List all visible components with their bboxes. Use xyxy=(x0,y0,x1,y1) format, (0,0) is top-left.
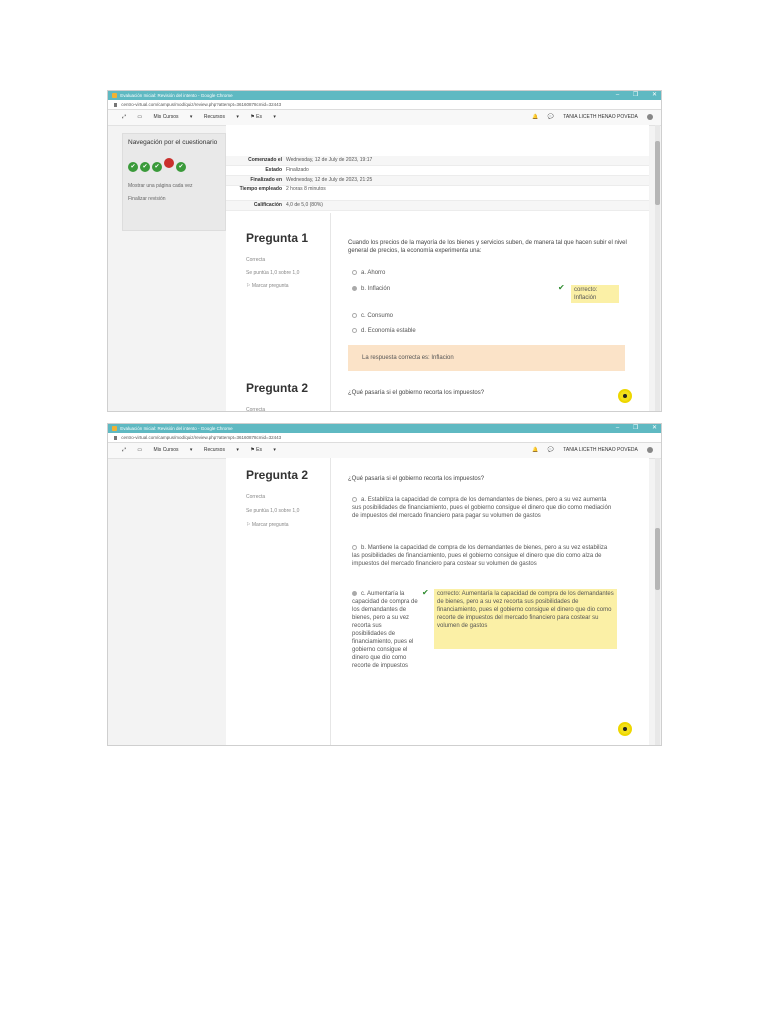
resources-label: Recursos xyxy=(203,114,225,120)
window-icon[interactable]: ▭ xyxy=(137,114,143,120)
option-text: Ahorro xyxy=(367,270,386,276)
expand-icon[interactable]: ⤢ xyxy=(122,114,127,120)
quiz-navigation-block xyxy=(122,133,226,231)
question-1-button[interactable]: ✔ xyxy=(128,162,138,172)
question-1-score: Se puntúa 1,0 sobre 1,0 xyxy=(246,270,300,276)
question-3-button[interactable]: ✔ xyxy=(152,162,162,172)
page-content xyxy=(108,125,661,411)
option-text: Consumo xyxy=(367,313,394,319)
summary-value: Wednesday, 12 de July de 2023, 21:25 xyxy=(286,177,373,183)
question-buttons xyxy=(128,155,220,173)
scrollbar-thumb[interactable] xyxy=(655,141,660,205)
site-navbar xyxy=(108,443,661,459)
language-label: Es xyxy=(256,447,262,453)
info-divider xyxy=(330,213,331,411)
courses-label: Mis Cursos xyxy=(153,114,179,120)
address-bar[interactable] xyxy=(108,100,661,110)
question-1-flag[interactable]: ⚐ Marcar pregunta xyxy=(246,283,289,289)
question-2-status: Correcta xyxy=(246,494,266,500)
question-4-button[interactable] xyxy=(164,158,174,168)
minimize-button[interactable]: – xyxy=(615,425,620,431)
my-courses-menu[interactable]: Mis Cursos ▾ xyxy=(153,447,193,453)
user-menu[interactable]: TANIA LICETH HENAO POVEDA xyxy=(563,447,638,453)
q1-option-d[interactable] xyxy=(352,327,416,335)
finish-review-link[interactable]: Finalizar revisión xyxy=(128,196,166,202)
option-text: Aumentaría la capacidad de compra de los demandantes de bienes, pero a su vez recorta sus posibilidades de financiamiento, pues el gobierno consigue el dinero que dio como recorte de impuestos xyxy=(352,591,418,669)
notifications-icon[interactable]: 🔔 xyxy=(531,447,539,453)
summary-value: 4,0 de 5,0 (80%) xyxy=(286,202,323,208)
title-bar xyxy=(108,424,661,433)
summary-key: Estado xyxy=(265,167,282,173)
question-1-title: Pregunta 1 xyxy=(246,231,309,245)
q1-option-b[interactable] xyxy=(352,285,390,293)
browser-window-2 xyxy=(107,423,662,746)
option-letter: d. xyxy=(361,328,367,334)
site-navbar xyxy=(108,110,661,126)
language-label: Es xyxy=(256,114,262,120)
option-text: Estabiliza la capacidad de compra de los demandantes de bienes, pero a su vez aumenta sus posibilidades de financiamiento, pues el gobierno consigue el dinero que dio como mediación de impuestos del mercado financiero para pagar su volumen de gastos xyxy=(352,497,612,519)
correct-check-icon: ✔ xyxy=(422,588,429,597)
scroll-top-button[interactable] xyxy=(618,722,632,736)
messages-icon[interactable]: 💬 xyxy=(547,114,554,120)
flag-label: Marcar pregunta xyxy=(251,522,289,528)
quiz-nav-heading: Navegación por el cuestionario xyxy=(128,139,218,146)
title-bar xyxy=(108,91,661,100)
attempt-summary-table xyxy=(226,156,649,211)
radio-icon xyxy=(352,545,357,550)
radio-selected-icon xyxy=(352,286,357,291)
option-letter: c. xyxy=(361,591,366,597)
question-2-title: Pregunta 2 xyxy=(246,381,309,395)
avatar[interactable] xyxy=(647,447,653,453)
url-text: centro-virtual.com/campus/mod/quiz/review.php?attempt=36160878cmid=32443 xyxy=(121,435,282,440)
q2-option-c[interactable] xyxy=(352,590,418,745)
maximize-button[interactable]: ❐ xyxy=(632,92,639,98)
close-button[interactable]: ✕ xyxy=(651,92,657,98)
language-menu[interactable]: ⚑ Es ▾ xyxy=(250,447,276,453)
question-2-title: Pregunta 2 xyxy=(246,468,309,482)
window-title: Evaluación Inicial: Revisión del intento - Google Chrome xyxy=(120,93,233,98)
scrollbar[interactable] xyxy=(655,458,660,745)
language-menu[interactable]: ⚑ Es ▾ xyxy=(250,114,276,120)
question-1-text: Cuando los precios de la mayoría de los bienes y servicios suben, de manera tal que hacen subir el nivel general de precios, la economía experimenta una: xyxy=(348,240,627,254)
flag-label: Marcar pregunta xyxy=(251,283,289,289)
my-courses-menu[interactable]: Mis Cursos ▾ xyxy=(153,114,193,120)
summary-row xyxy=(226,201,649,211)
messages-icon[interactable]: 💬 xyxy=(547,447,554,453)
radio-icon xyxy=(352,328,357,333)
page-content xyxy=(108,458,661,745)
option-letter: c. xyxy=(361,313,366,319)
main-region xyxy=(226,458,649,745)
courses-label: Mis Cursos xyxy=(153,447,179,453)
radio-icon xyxy=(352,270,357,275)
window-icon[interactable]: ▭ xyxy=(137,447,143,453)
summary-value: 2 horas 8 minutos xyxy=(286,186,326,192)
expand-icon[interactable]: ⤢ xyxy=(122,447,127,453)
q2-option-b[interactable] xyxy=(352,544,614,568)
option-text: Economía estable xyxy=(367,328,416,334)
resources-menu[interactable]: Recursos ▾ xyxy=(203,114,239,120)
scrollbar-thumb[interactable] xyxy=(655,528,660,590)
scroll-top-button[interactable] xyxy=(618,389,632,403)
q1-correct-answer: La respuesta correcta es: Inflacion xyxy=(348,345,625,371)
radio-selected-icon xyxy=(352,591,357,596)
chrome-icon xyxy=(112,93,117,98)
question-2-text: ¿Qué pasaría si el gobierno recorta los impuestos? xyxy=(348,390,485,396)
lock-icon xyxy=(114,436,117,440)
q1-feedback: correcto: Inflación xyxy=(571,285,619,303)
minimize-button[interactable]: – xyxy=(615,92,620,98)
summary-value: Wednesday, 12 de July de 2023, 19:17 xyxy=(286,157,373,163)
question-2-score: Se puntúa 1,0 sobre 1,0 xyxy=(246,508,300,514)
summary-key: Tiempo empleado xyxy=(239,186,282,192)
summary-row xyxy=(226,166,649,176)
chrome-icon xyxy=(112,426,117,431)
radio-icon xyxy=(352,313,357,318)
info-divider xyxy=(330,458,331,745)
summary-row xyxy=(226,186,649,201)
main-region xyxy=(226,125,649,411)
option-text: Mantiene la capacidad de compra de los demandantes de bienes, pero a su vez estabiliza las posibilidades de financiamiento, pues el gobierno consigue el dinero que dio como alza de impuestos del mercado financiero para costear su volumen de gastos xyxy=(352,545,608,567)
question-2-text: ¿Qué pasaría si el gobierno recorta los impuestos? xyxy=(348,476,485,482)
q1-option-c[interactable] xyxy=(352,312,393,320)
summary-row xyxy=(226,176,649,186)
option-letter: a. xyxy=(361,497,367,503)
avatar[interactable] xyxy=(647,114,653,120)
notifications-icon[interactable]: 🔔 xyxy=(531,114,539,120)
q1-option-a[interactable] xyxy=(352,269,385,277)
lock-icon xyxy=(114,103,117,107)
question-2-flag[interactable]: ⚐ Marcar pregunta xyxy=(246,522,289,528)
window-title: Evaluación Inicial: Revisión del intento - Google Chrome xyxy=(120,426,233,431)
summary-key: Comenzado el xyxy=(248,157,282,163)
close-button[interactable]: ✕ xyxy=(651,425,657,431)
show-one-page-link[interactable]: Mostrar una página cada vez xyxy=(128,183,193,189)
summary-value: Finalizado xyxy=(286,167,309,173)
q2-option-a[interactable] xyxy=(352,496,614,520)
address-bar[interactable] xyxy=(108,433,661,443)
radio-icon xyxy=(352,497,357,502)
scrollbar[interactable] xyxy=(655,125,660,411)
resources-label: Recursos xyxy=(203,447,225,453)
q2-feedback: correcto: Aumentaría la capacidad de compra de los demandantes de bienes, pero a su vez recorta sus posibilidades de financiamiento, pues el gobierno consigue el dinero que dio como recorte de impuestos del mercado financiero para costear su volumen de gastos xyxy=(434,589,617,649)
browser-window-1 xyxy=(107,90,662,412)
url-text: centro-virtual.com/campus/mod/quiz/review.php?attempt=36160878cmid=32443 xyxy=(121,102,282,107)
question-1-status: Correcta xyxy=(246,257,266,263)
option-letter: b. xyxy=(361,286,367,292)
question-2-status: Correcta xyxy=(246,407,266,412)
correct-check-icon: ✔ xyxy=(558,283,565,292)
summary-key: Calificación xyxy=(253,202,282,208)
maximize-button[interactable]: ❐ xyxy=(632,425,639,431)
option-letter: b. xyxy=(361,545,367,551)
summary-key: Finalizado en xyxy=(250,177,282,183)
option-letter: a. xyxy=(361,270,367,276)
user-menu[interactable]: TANIA LICETH HENAO POVEDA xyxy=(563,114,638,120)
summary-row xyxy=(226,156,649,166)
question-5-button[interactable]: ✔ xyxy=(176,162,186,172)
question-2-button[interactable]: ✔ xyxy=(140,162,150,172)
option-text: Inflación xyxy=(367,286,391,292)
resources-menu[interactable]: Recursos ▾ xyxy=(203,447,239,453)
